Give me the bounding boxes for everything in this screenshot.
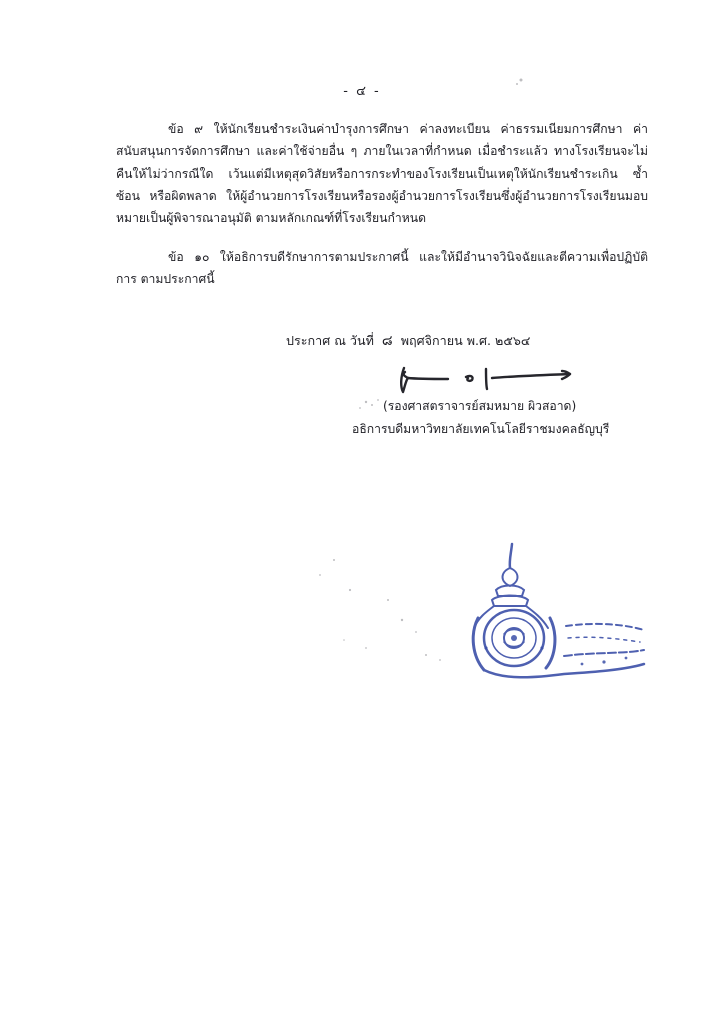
page-number: - ๔ - xyxy=(343,84,381,99)
signer-name: (รองศาสตราจารย์สมหมาย ผิวสอาด) xyxy=(383,399,577,413)
announcement-day: ๘ xyxy=(381,333,393,349)
announcement-month-year: พฤศจิกายน พ.ศ. ๒๕๖๔ xyxy=(400,333,531,348)
clause-9-text: ข้อ ๙ ให้นักเรียนชำระเงินค่าบำรุงการศึกษา ค่าลงทะเบียน ค่าธรรมเนียมการศึกษา ค่าสนับสนุนการจัดการศึกษา และค่าใช้จ่ายอื่น ๆ ภายในเวลาที่กำหนด เมื่อชำระแล้ว ทางโรงเรียนจะไม่คืนให้ไม่ว่ากรณีใด เว้นแต่มีเหตุสุดวิสัยหรือการกระทำของโรงเรียนเป็นเหตุให้นักเรียนชำระเกิน ซ้ำซ้อน หรือผิดพลาด ให้ผู้อำนวยการโรงเรียนหรือรองผู้อำนวยการโรงเรียนซึ่งผู้อำนวยการโรงเรียนมอบหมายเป็นผู้พิจารณาอนุมัติ ตามหลักเกณฑ์ที่โรงเรียนกำหนด xyxy=(116,122,648,226)
signer-title: อธิการบดีมหาวิทยาลัยเทคโนโลยีราชมงคลธัญบุรี xyxy=(352,422,610,436)
announcement-prefix: ประกาศ ณ วันที่ xyxy=(286,333,374,348)
clause-10-text: ข้อ ๑๐ ให้อธิการบดีรักษาการตามประกาศนี้ และให้มีอำนาจวินิจฉัยและตีความเพื่อปฏิบัติการ ตามประกาศนี้ xyxy=(116,250,648,287)
